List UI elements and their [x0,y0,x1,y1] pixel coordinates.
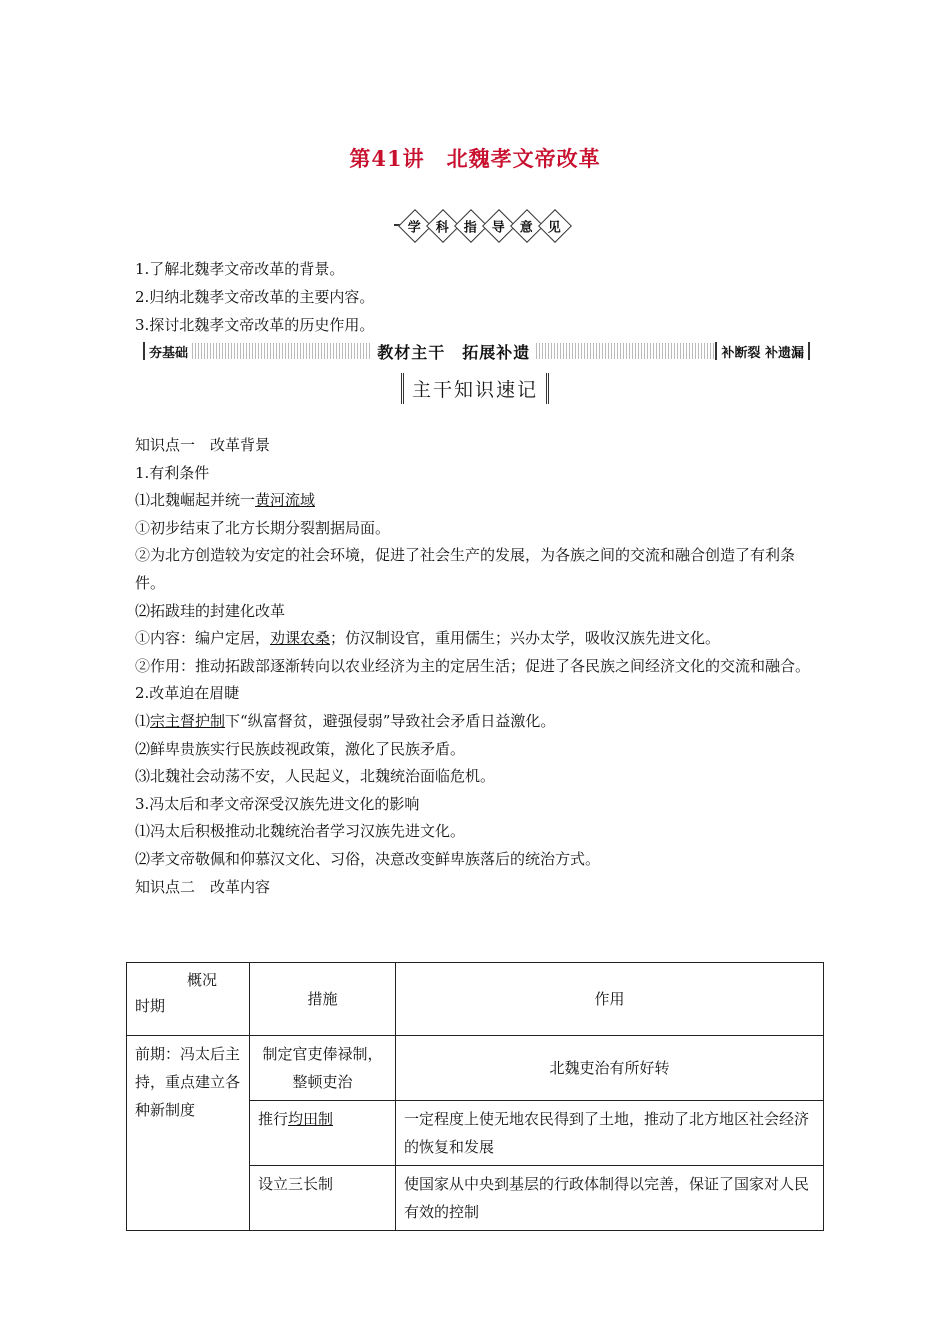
section-bar [143,340,810,362]
table-row [127,1036,824,1101]
banner-char: 科 [426,209,460,243]
measure-cell: 推行均田制 [250,1101,396,1166]
goal-item: 1.了解北魏孝文帝改革的背景。 [135,260,345,278]
section-bar-left: 夯基础 [149,345,189,361]
effect-cell: 北魏吏治有所好转 [396,1036,824,1101]
paragraph: ⑴冯太后积极推动北魏统治者学习汉族先进文化。 [135,822,466,841]
goal-item: 2.归纳北魏孝文帝改革的主要内容。 [135,288,375,306]
measure-cell: 制定官吏俸禄制，整顿吏治 [250,1036,396,1101]
measure-cell: 设立三长制 [250,1166,396,1231]
page-title: 第41讲 北魏孝文帝改革 [349,146,601,171]
period-cell: 前期：冯太后主持，重点建立各种新制度 [127,1036,250,1231]
table-header-row [127,963,824,1036]
notes-body [135,432,815,901]
paragraph: ②作用：推动拓跋部逐渐转向以农业经济为主的定居生活；促进了各民族之间经济文化的交流和融合。 [135,656,811,675]
knowledge-point-1: 知识点一 改革背景 [135,436,271,454]
paragraph: ②为北方创造较为安定的社会环境，促进了社会生产的发展，为各族之间的交流和融合创造了有利条件。 [135,546,796,592]
paragraph: ⑵鲜卑贵族实行民族歧视政策，激化了民族矛盾。 [135,739,466,758]
effect-cell: 一定程度上使无地农民得到了土地，推动了北方地区社会经济的恢复和发展 [396,1101,824,1166]
section-bar-center: 教材主干 拓展补遗 [377,342,531,362]
banner-char: 导 [482,209,516,243]
banner-char: 学 [398,209,432,243]
heading: 2.改革迫在眉睫 [135,684,240,703]
paragraph: ⑵拓跋珪的封建化改革 [135,601,286,620]
header-effect: 作用 [396,963,824,1036]
banner-char: 意 [510,209,544,243]
subsection-heading: 主干知识速记 [0,373,950,404]
reform-content-table [126,962,824,1231]
header-diagonal-cell: 概况 时期 [127,963,250,1036]
section-bar-right: 补断裂 补遗漏 [721,345,804,361]
paragraph: ⑴北魏崛起并统一黄河流域 [135,491,316,510]
guidance-banner [394,209,562,241]
goal-item: 3.探讨北魏孝文帝改革的历史作用。 [135,316,375,334]
paragraph: ⑴宗主督护制下“纵富督贫，避强侵弱”导致社会矛盾日益激化。 [135,711,556,730]
banner-char: 见 [538,209,572,243]
paragraph: ①初步结束了北方长期分裂割据局面。 [135,518,391,537]
heading: 3.冯太后和孝文帝深受汉族先进文化的影响 [135,794,420,813]
learning-goals [135,255,374,339]
paragraph: ⑵孝文帝敬佩和仰慕汉文化、习俗，决意改变鲜卑族落后的统治方式。 [135,849,601,868]
header-measure: 措施 [250,963,396,1036]
heading: 1.有利条件 [135,463,210,482]
effect-cell: 使国家从中央到基层的行政体制得以完善，保证了国家对人民有效的控制 [396,1166,824,1231]
banner-char: 指 [454,209,488,243]
paragraph: ①内容：编户定居，劝课农桑；仿汉制设官，重用儒生；兴办太学，吸收汉族先进文化。 [135,629,721,648]
knowledge-point-2: 知识点二 改革内容 [135,877,271,896]
paragraph: ⑶北魏社会动荡不安，人民起义，北魏统治面临危机。 [135,767,496,786]
